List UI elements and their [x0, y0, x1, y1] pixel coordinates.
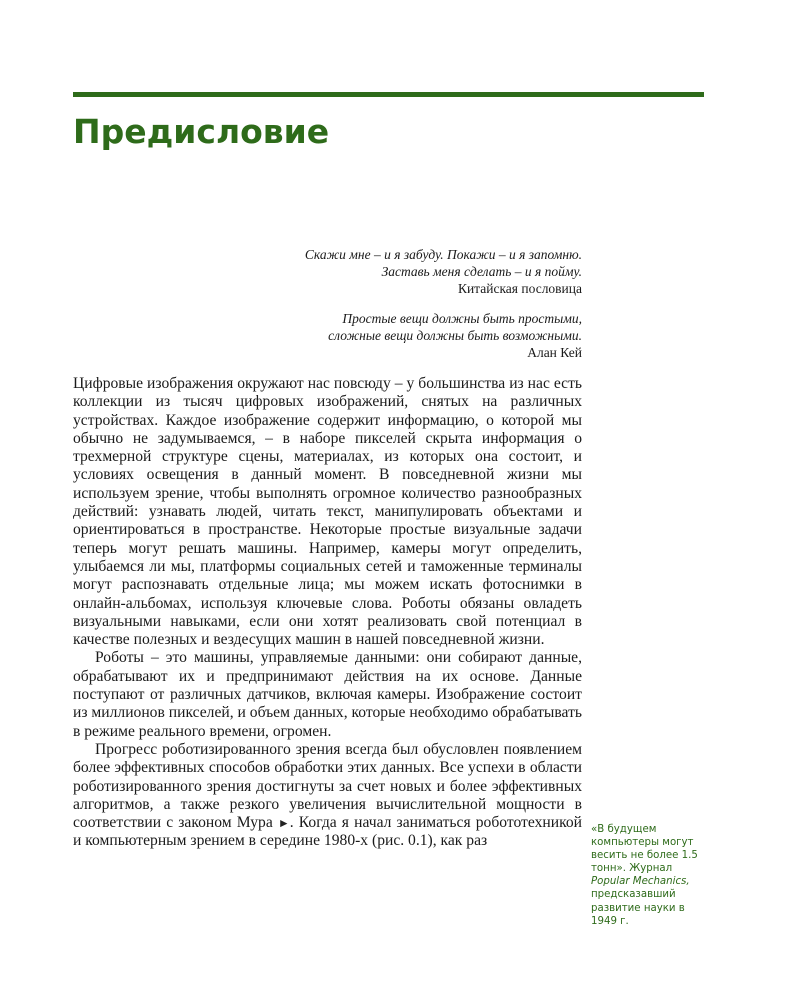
epigraph-2-line-2: сложные вещи должны быть возможными. [328, 328, 582, 343]
header-rule [73, 92, 704, 97]
margin-note [591, 823, 703, 928]
margin-note-source-prefix: Журнал [629, 863, 673, 875]
epigraph-1-line-2: Заставь меня сделать – и я пойму. [381, 264, 582, 279]
paragraph-1: Цифровые изображения окружают нас повсюду – у большинства из нас есть коллекции из тысяч цифровых изображений, снятых на различных устройствах. Каждое изображение содержит информацию, о которой мы обычно не задумываемся, – в наборе пикселей скрыта информация о трехмерной структуре сцены, материалах, из которых она состоит, и условиях освещения в данный момент. В повседневной жизни мы используем зрение, чтобы выполнять огромное количество разнообразных действий: узнавать людей, читать текст, манипулировать объектами и ориентироваться в пространстве. Некоторые простые визуальные задачи теперь могут решать машины. Например, камеры могут определить, улыбаемся ли мы, платформы социальных сетей и таможенные терминалы могут распознавать отдельные лица; мы можем искать фотоснимки в онлайн-альбомах, используя ключевые слова. Роботы обязаны овладеть визуальными навыками, если они хотят реализовать свой потенциал в качестве полезных и вездесущих машин в нашей повседневной жизни. [73, 375, 582, 649]
paragraph-3 [73, 741, 582, 851]
paragraph-2: Роботы – это машины, управляемые данными: они собирают данные, обрабатывают их и предпринимают действия на их основе. Данные поступают от различных датчиков, включая камеры. Изображение состоит из миллионов пикселей, и объем данных, которые необходимо обрабатывать в режиме реального времени, огромен. [73, 649, 582, 740]
epigraph-2 [328, 310, 582, 361]
epigraph-1 [305, 246, 582, 297]
margin-note-quote: «В будущем компьютеры могут весить не более 1.5 тонн». [591, 824, 698, 875]
paragraph-3-text-a: Прогресс роботизированного зрения всегда был обусловлен появлением более эффективных способов обработки этих данных. Все успехи в области роботизированного зрения достигнуты за счет новых и более эффективных алгоритмов, а также резкого увеличения вычислительной мощности в соответствии с законом Мура [73, 740, 582, 832]
epigraph-1-attribution: Китайская пословица [457, 281, 582, 296]
epigraph-2-attribution: Алан Кей [527, 345, 582, 360]
page-title: Предисловие [73, 112, 330, 151]
epigraph-2-line-1: Простые вещи должны быть простыми, [342, 311, 582, 326]
margin-note-arrow-icon: ► [277, 816, 290, 831]
epigraph-1-line-1: Скажи мне – и я забуду. Покажи – и я запомню. [304, 247, 582, 262]
paragraph-3-text-b: . Когда я начал заниматься робототехникой и компьютерным зрением в середине 1980-х (рис. 0.1), как раз [73, 814, 582, 850]
body-text [73, 375, 582, 851]
margin-note-magazine: Popular Mechanics, [591, 876, 690, 888]
margin-note-source-suffix: предсказавший развитие науки в 1949 г. [591, 889, 685, 927]
